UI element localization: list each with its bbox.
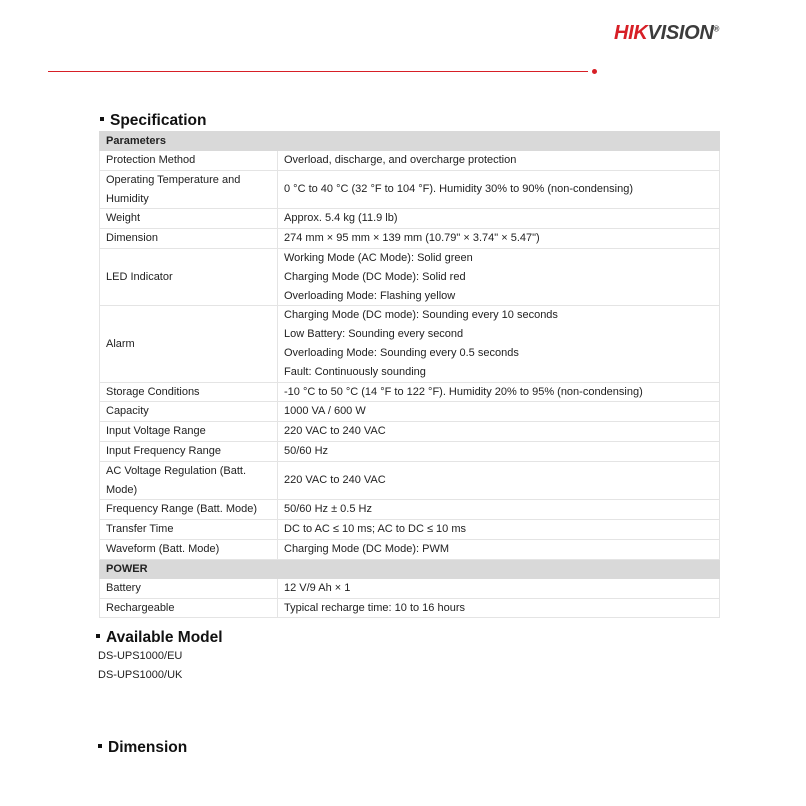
parameter-value-cell	[278, 402, 720, 422]
parameter-label-cell	[100, 422, 278, 442]
parameter-label: Operating Temperature and	[106, 173, 241, 186]
parameter-label: Weight	[106, 212, 141, 225]
parameter-value: 274 mm × 95 mm × 139 mm (10.79" × 3.74" × 5.47")	[284, 232, 540, 245]
parameter-value-cell	[278, 248, 720, 305]
parameter-label: Input Voltage Range	[106, 425, 206, 438]
parameter-value: -10 °C to 50 °C (14 °F to 122 °F). Humidity 20% to 95% (non-condensing)	[284, 385, 643, 398]
bullet-icon	[100, 117, 104, 121]
parameter-label-cell	[100, 402, 278, 422]
parameter-value-cell	[278, 539, 720, 559]
parameter-value: Overload, discharge, and overcharge protection	[284, 154, 517, 166]
hikvision-logo	[614, 22, 719, 45]
table-row	[100, 598, 720, 618]
parameter-label-cell	[100, 578, 278, 598]
parameter-label-cell	[100, 151, 278, 171]
parameter-value: 220 VAC to 240 VAC	[284, 425, 386, 438]
parameter-value-cell	[278, 229, 720, 249]
specification-table	[99, 131, 720, 618]
parameter-value-cell	[278, 209, 720, 229]
table-row	[100, 539, 720, 559]
parameter-label-cell	[100, 306, 278, 382]
section-header-empty-cell	[278, 559, 720, 578]
parameter-value-cell	[278, 461, 720, 500]
parameter-value-cell	[278, 422, 720, 442]
header-divider-dot	[592, 69, 597, 74]
parameter-label: Waveform (Batt. Mode)	[106, 542, 220, 555]
header-divider-line	[48, 71, 588, 72]
table-row	[100, 248, 720, 305]
logo-red-text: HIK	[614, 22, 648, 44]
parameter-value: 50/60 Hz	[284, 444, 329, 457]
parameter-label: Dimension	[106, 232, 158, 245]
table-row	[100, 209, 720, 229]
table-row	[100, 461, 720, 500]
parameter-value: Approx. 5.4 kg (11.9 lb)	[284, 212, 398, 225]
parameter-label: Input Frequency Range	[106, 444, 221, 457]
table-row	[100, 382, 720, 402]
parameter-label: Humidity	[106, 192, 149, 205]
parameter-label-cell	[100, 248, 278, 305]
specification-title: Specification	[110, 112, 207, 129]
parameter-label: Battery	[106, 581, 141, 594]
parameter-value-cell	[278, 598, 720, 618]
dimension-title: Dimension	[108, 739, 188, 756]
parameter-value: Working Mode (AC Mode): Solid green	[284, 251, 473, 264]
parameter-value-cell	[278, 151, 720, 171]
parameter-label: Alarm	[106, 337, 135, 350]
specification-heading	[100, 112, 206, 130]
table-row	[100, 500, 720, 520]
parameter-label: Storage Conditions	[106, 385, 200, 398]
parameter-value-cell	[278, 306, 720, 382]
parameter-value: Low Battery: Sounding every second	[284, 328, 464, 341]
section-header-row	[100, 132, 720, 151]
table-row	[100, 422, 720, 442]
parameter-value-cell	[278, 520, 720, 540]
parameter-value: Overloading Mode: Sounding every 0.5 seconds	[284, 346, 519, 359]
model-item: DS-UPS1000/UK	[98, 668, 183, 681]
section-header-cell: POWER	[100, 559, 278, 578]
parameter-label-cell	[100, 229, 278, 249]
parameter-value: Overloading Mode: Flashing yellow	[284, 289, 456, 302]
parameter-label-cell	[100, 461, 278, 500]
table-row	[100, 170, 720, 209]
available-model-heading	[96, 629, 223, 647]
parameter-label: Rechargeable	[106, 601, 175, 614]
parameter-value: 0 °C to 40 °C (32 °F to 104 °F). Humidity 30% to 90% (non-condensing)	[284, 183, 633, 196]
parameter-value-cell	[278, 578, 720, 598]
parameter-label-cell	[100, 209, 278, 229]
section-header-empty-cell	[278, 132, 720, 151]
parameter-label: Protection Method	[106, 154, 196, 166]
bullet-icon	[98, 744, 102, 748]
bullet-icon	[96, 634, 100, 638]
parameter-value-cell	[278, 382, 720, 402]
parameter-value-cell	[278, 170, 720, 209]
available-model-title: Available Model	[106, 629, 223, 646]
section-header-cell: Parameters	[100, 132, 278, 151]
parameter-value: 50/60 Hz ± 0.5 Hz	[284, 503, 372, 516]
parameter-label: Mode)	[106, 483, 138, 496]
logo-dark-text: VISION	[647, 22, 714, 44]
parameter-value: 220 VAC to 240 VAC	[284, 474, 386, 487]
parameter-label-cell	[100, 170, 278, 209]
parameter-label-cell	[100, 598, 278, 618]
parameter-label-cell	[100, 520, 278, 540]
table-row	[100, 578, 720, 598]
parameter-label: Transfer Time	[106, 523, 174, 536]
parameter-value: Fault: Continuously sounding	[284, 365, 426, 378]
parameter-value: 1000 VA / 600 W	[284, 405, 366, 418]
table-row	[100, 151, 720, 171]
parameter-label-cell	[100, 539, 278, 559]
parameter-label: AC Voltage Regulation (Batt.	[106, 464, 247, 477]
parameter-value: Typical recharge time: 10 to 16 hours	[284, 601, 465, 614]
parameter-value: DC to AC ≤ 10 ms; AC to DC ≤ 10 ms	[284, 523, 467, 536]
parameter-value: 12 V/9 Ah × 1	[284, 581, 351, 594]
parameter-label: LED Indicator	[106, 270, 173, 283]
parameter-value: Charging Mode (DC Mode): PWM	[284, 542, 450, 555]
parameter-label: Frequency Range (Batt. Mode)	[106, 503, 258, 516]
parameter-label-cell	[100, 382, 278, 402]
model-item: DS-UPS1000/EU	[98, 650, 183, 662]
section-header-row	[100, 559, 720, 578]
parameter-value: Charging Mode (DC Mode): Solid red	[284, 270, 466, 283]
model-list	[98, 647, 182, 684]
parameter-label-cell	[100, 441, 278, 461]
table-row	[100, 402, 720, 422]
table-row	[100, 520, 720, 540]
parameter-label-cell	[100, 500, 278, 520]
parameter-label: Capacity	[106, 405, 149, 418]
dimension-heading	[98, 739, 187, 757]
table-row	[100, 441, 720, 461]
table-row	[100, 306, 720, 382]
table-row	[100, 229, 720, 249]
parameter-value-cell	[278, 441, 720, 461]
parameter-value: Charging Mode (DC mode): Sounding every 10 seconds	[284, 309, 558, 322]
parameter-value-cell	[278, 500, 720, 520]
registered-mark: ®	[713, 24, 720, 34]
